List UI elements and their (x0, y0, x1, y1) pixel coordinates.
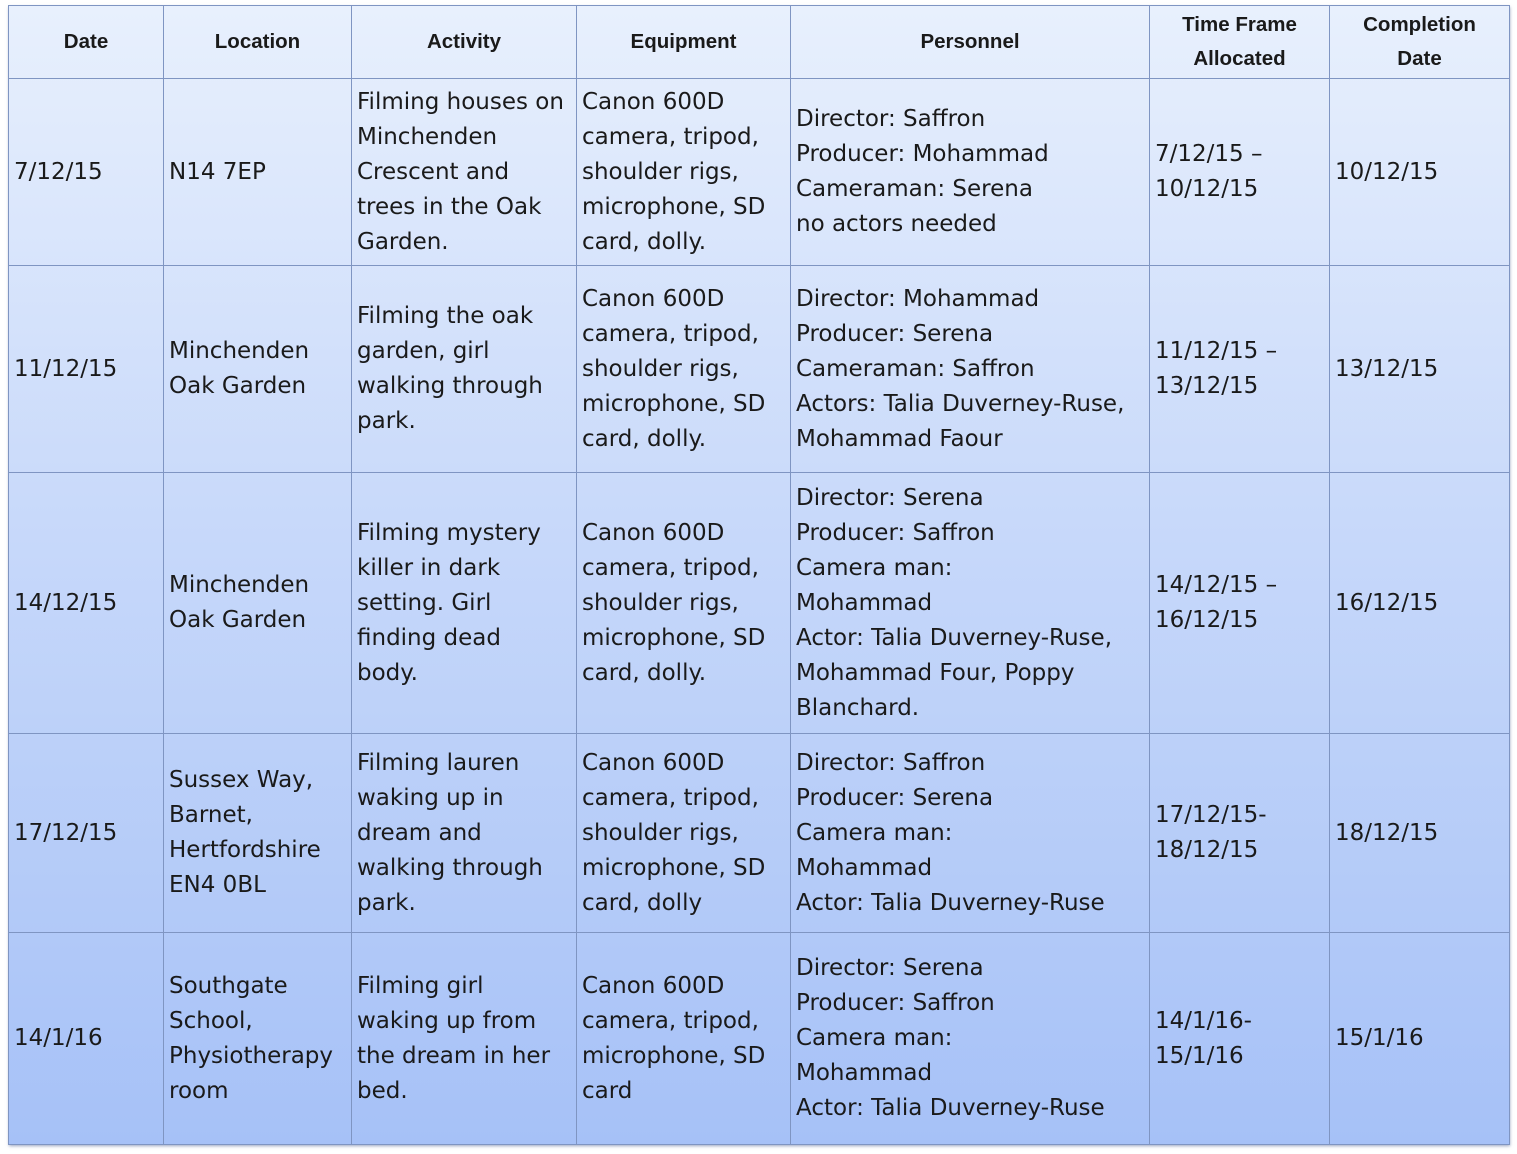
cell-personnel: Director: Serena Producer: Saffron Camera man: Mohammad Actor: Talia Duverney-Ruse, Mohammad Four, Poppy Blanchard. (791, 473, 1150, 734)
table-row (9, 79, 1510, 266)
header-location: Location (164, 6, 352, 79)
table-row (9, 266, 1510, 473)
cell-activity: Filming lauren waking up in dream and walking through park. (352, 734, 577, 933)
cell-location: Minchenden Oak Garden (164, 266, 352, 473)
cell-personnel: Director: Saffron Producer: Serena Camera man: Mohammad Actor: Talia Duverney-Ruse (791, 734, 1150, 933)
cell-equipment: Canon 600D camera, tripod, shoulder rigs, microphone, SD card, dolly. (577, 473, 791, 734)
cell-personnel: Director: Serena Producer: Saffron Camera man: Mohammad Actor: Talia Duverney-Ruse (791, 933, 1150, 1145)
cell-time-frame: 11/12/15 – 13/12/15 (1150, 266, 1330, 473)
cell-activity: Filming the oak garden, girl walking through park. (352, 266, 577, 473)
cell-location: N14 7EP (164, 79, 352, 266)
cell-equipment: Canon 600D camera, tripod, shoulder rigs, microphone, SD card, dolly. (577, 266, 791, 473)
cell-date: 14/1/16 (9, 933, 164, 1145)
cell-completion-date: 16/12/15 (1330, 473, 1510, 734)
header-row (9, 6, 1510, 79)
header-completion-date: Completion Date (1330, 6, 1510, 79)
cell-time-frame: 17/12/15- 18/12/15 (1150, 734, 1330, 933)
cell-date: 17/12/15 (9, 734, 164, 933)
cell-date: 7/12/15 (9, 79, 164, 266)
cell-completion-date: 10/12/15 (1330, 79, 1510, 266)
table-row (9, 933, 1510, 1145)
cell-time-frame: 14/12/15 – 16/12/15 (1150, 473, 1330, 734)
cell-personnel: Director: Saffron Producer: Mohammad Cameraman: Serena no actors needed (791, 79, 1150, 266)
cell-activity: Filming houses on Minchenden Crescent and trees in the Oak Garden. (352, 79, 577, 266)
header-activity: Activity (352, 6, 577, 79)
filming-schedule-table (8, 5, 1510, 1145)
cell-date: 14/12/15 (9, 473, 164, 734)
header-equipment: Equipment (577, 6, 791, 79)
cell-equipment: Canon 600D camera, tripod, microphone, SD card (577, 933, 791, 1145)
cell-activity: Filming mystery killer in dark setting. Girl finding dead body. (352, 473, 577, 734)
cell-equipment: Canon 600D camera, tripod, shoulder rigs, microphone, SD card, dolly (577, 734, 791, 933)
header-time-frame: Time Frame Allocated (1150, 6, 1330, 79)
header-personnel: Personnel (791, 6, 1150, 79)
schedule-table-container (8, 5, 1509, 1144)
cell-activity: Filming girl waking up from the dream in her bed. (352, 933, 577, 1145)
table-row (9, 734, 1510, 933)
cell-location: Southgate School, Physiotherapy room (164, 933, 352, 1145)
table-row (9, 473, 1510, 734)
cell-time-frame: 14/1/16- 15/1/16 (1150, 933, 1330, 1145)
header-date: Date (9, 6, 164, 79)
cell-personnel: Director: Mohammad Producer: Serena Cameraman: Saffron Actors: Talia Duverney-Ruse, Mohammad Faour (791, 266, 1150, 473)
cell-completion-date: 15/1/16 (1330, 933, 1510, 1145)
cell-equipment: Canon 600D camera, tripod, shoulder rigs, microphone, SD card, dolly. (577, 79, 791, 266)
cell-time-frame: 7/12/15 – 10/12/15 (1150, 79, 1330, 266)
cell-location: Minchenden Oak Garden (164, 473, 352, 734)
cell-completion-date: 18/12/15 (1330, 734, 1510, 933)
cell-location: Sussex Way, Barnet, Hertfordshire EN4 0BL (164, 734, 352, 933)
cell-date: 11/12/15 (9, 266, 164, 473)
cell-completion-date: 13/12/15 (1330, 266, 1510, 473)
